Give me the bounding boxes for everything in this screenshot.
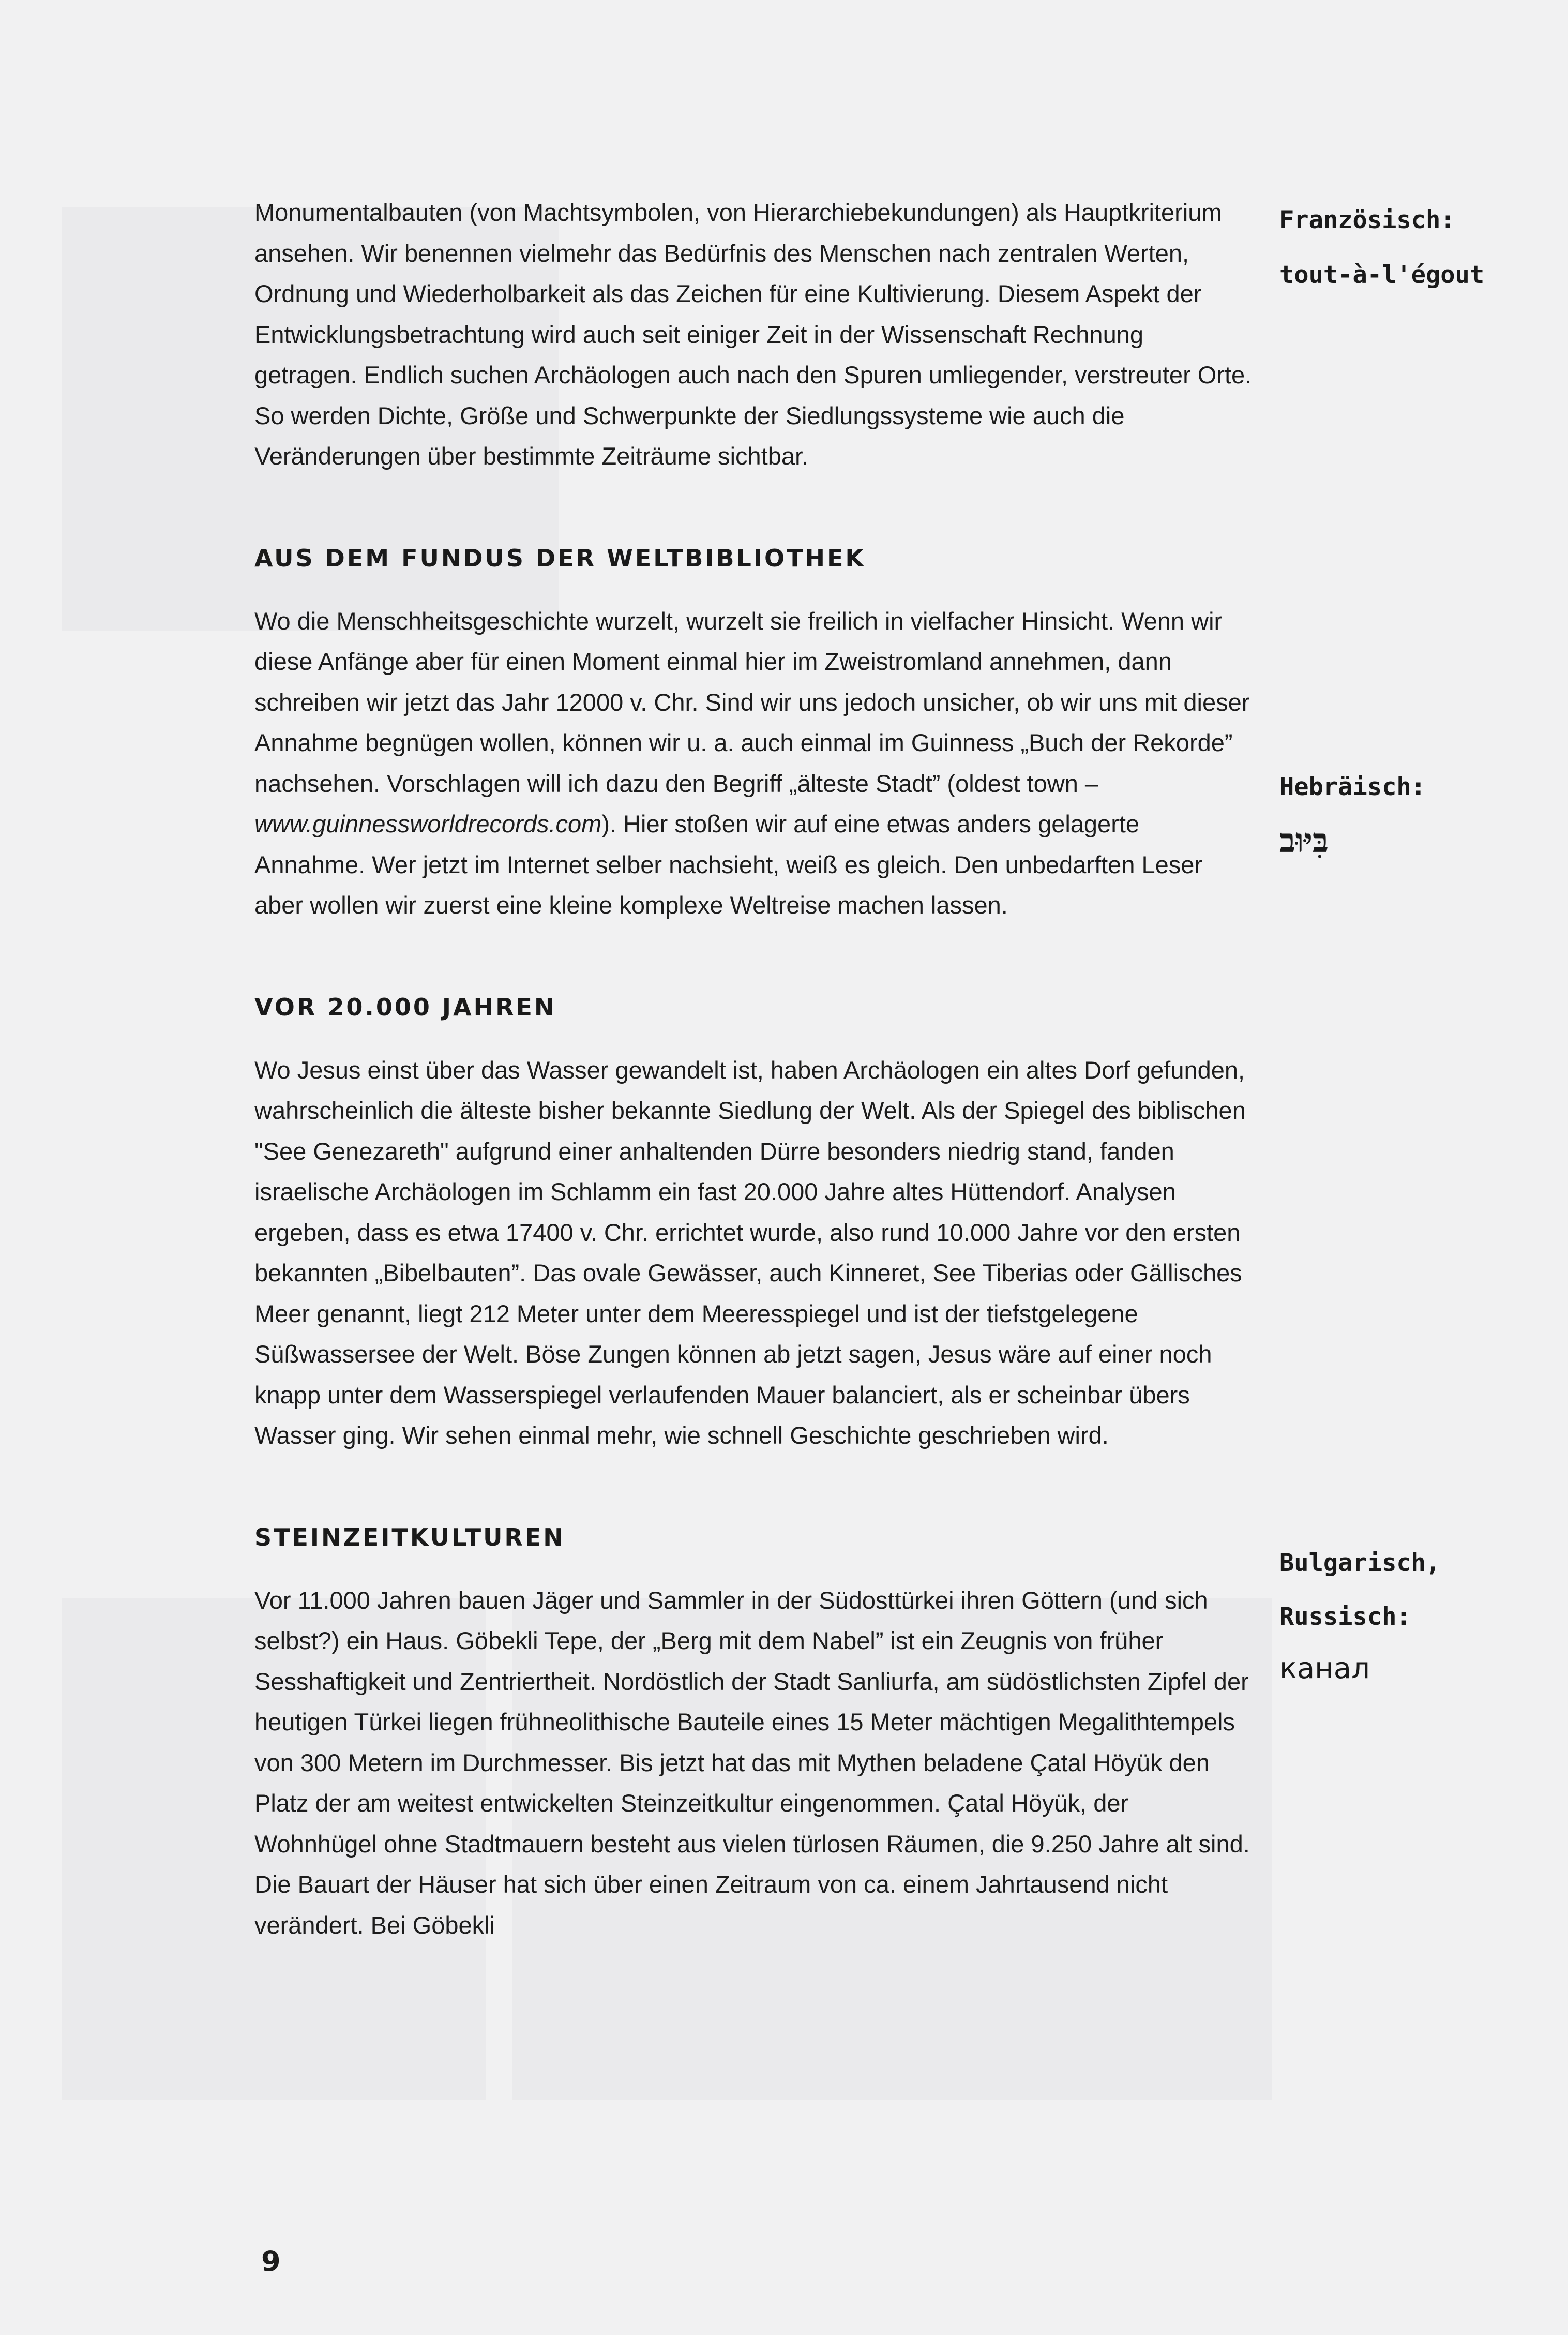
paragraph-vor-20000-jahren: Wo Jesus einst über das Wasser gewandelt ist, haben Archäologen ein altes Dorf gefunden, wahrscheinlich die älteste bisher bekannte Siedlung der Welt. Als der Spiegel des biblischen "See Genezareth" aufgrund einer anhaltenden Dürre besonders niedrig stand, fanden israelische Archäologen im Schlamm ein fast 20.000 Jahre altes Hüttendorf. Analysen ergeben, dass es etwa 17400 v. Chr. errichtet wurde, also rund 10.000 Jahre vor den ersten bekannten „Bibelbauten”. Das ovale Gewässer, auch Kinneret, See Tiberias oder Gällisches Meer genannt, liegt 212 Meter unter dem Meeresspiegel und ist der tiefstgelegene Süßwassersee der Welt. Böse Zungen können ab jetzt sagen, Jesus wäre auf einer noch knapp unter dem Wasserspiegel verlaufenden Mauer balanciert, als er scheinbar übers Wasser ging. Wir sehen einmal mehr, wie schnell Geschichte geschrieben wird. (254, 1056, 1246, 1449)
word-hebrew: בִּיּוּב (1279, 821, 1329, 860)
paragraph-weltbibliothek-start: Wo die Menschheitsgeschichte wurzelt, wurzelt sie freilich in vielfacher Hinsicht. Wenn wir diese Anfänge aber für einen Moment einmal hier im Zweistromland annehmen, dann schreiben wir jetzt das Jahr 12000 v. Chr. Sind wir uns jedoch unsicher, ob wir uns mit dieser Annahme begnügen wollen, können wir u. a. auch einmal im Guinness „Buch der Rekorde” nachsehen. Vorschlagen will ich dazu den Begriff „älteste Stadt” (oldest town – (254, 607, 1250, 797)
intro-paragraph: Monumentalbauten (von Machtsymbolen, von Hierarchiebekundungen) als Hauptkriterium ansehen. Wir benennen vielmehr das Bedürfnis des Menschen nach zentralen Werten, Ordnung und Wiederholbarkeit als das Zeichen für eine Kultivierung. Diesem Aspekt der Entwicklungsbetrachtung wird auch seit einiger Zeit in der Wissenschaft Rechnung getragen. Endlich suchen Archäologen auch nach den Spuren umliegender, verstreuter Orte. So werden Dichte, Größe und Schwerpunkte der Siedlungssysteme wie auch die Veränderungen über bestimmte Zeiträume sichtbar. (254, 199, 1252, 470)
guinness-url: www.guinnessworldrecords.com (254, 810, 602, 837)
page-number: 9 (261, 2245, 281, 2278)
main-text-column (254, 192, 1253, 1945)
label-bulgarian: Bulgarisch, (1279, 1549, 1441, 1577)
label-russian: Russisch: (1279, 1603, 1411, 1631)
heading-steinzeitkulturen: STEINZEITKULTUREN (254, 1523, 565, 1551)
heading-weltbibliothek: AUS DEM FUNDUS DER WELTBIBLIOTHEK (254, 544, 866, 572)
label-french: Französisch: (1279, 206, 1455, 234)
paragraph-weltbibliothek (254, 601, 1253, 926)
heading-vor-20000-jahren: VOR 20.000 JAHREN (254, 993, 556, 1021)
paragraph-steinzeitkulturen: Vor 11.000 Jahren bauen Jäger und Sammler in der Südosttürkei ihren Göttern (und sich selbst?) ein Haus. Göbekli Tepe, der „Berg mit dem Nabel” ist ein Zeugnis von früher Sesshaftigkeit und Zentriertheit. Nordöstlich der Stadt Sanliurfa, am südöstlichsten Zipfel der heutigen Türkei liegen frühneolithische Bauteile eines 15 Meter mächtigen Megalithtempels von 300 Metern im Durchmesser. Bis jetzt hat das mit Mythen beladene Çatal Höyük den Platz der am weitest entwickelten Steinzeitkultur eingenommen. Çatal Höyük, der Wohnhügel ohne Stadtmauern besteht aus vielen türlosen Räumen, die 9.250 Jahre alt sind. Die Bauart der Häuser hat sich über einen Zeitraum von ca. einem Jahrtausend nicht verändert. Bei Göbekli (254, 1586, 1250, 1939)
label-hebrew: Hebräisch: (1279, 773, 1426, 801)
word-russian: канал (1279, 1652, 1370, 1685)
paragraph-weltbibliothek-end: ). Hier stoßen wir auf eine etwas anders gelagerte Annahme. Wer jetzt im Internet selber nachsieht, weiß es gleich. Den unbedarften Leser aber wollen wir zuerst eine kleine komplexe Weltreise machen lassen. (254, 810, 1203, 919)
word-french: tout-à-l'égout (1279, 261, 1485, 289)
